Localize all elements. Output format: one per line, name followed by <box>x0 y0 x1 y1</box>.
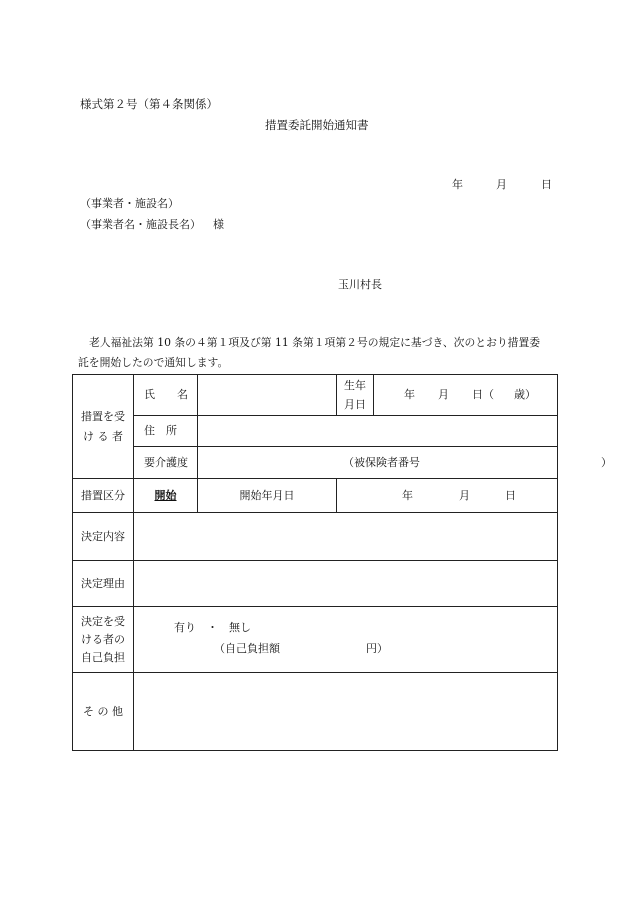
care-level-value-cell[interactable] <box>198 447 612 479</box>
measure-value-cell <box>134 479 198 513</box>
birth-value-cell[interactable] <box>374 375 558 416</box>
self-burden-amount-label: （自己負担額 <box>214 642 280 655</box>
start-date-label-cell <box>198 479 337 513</box>
self-burden-label-line1: 決定を受 <box>81 614 125 628</box>
decision-content-label: 決定内容 <box>81 529 125 543</box>
decision-reason-label-cell <box>73 561 134 607</box>
date-year-label: 年 <box>452 178 463 191</box>
care-level-label: 要介護度 <box>144 455 188 469</box>
measure-value: 開始 <box>154 488 177 502</box>
measure-label-cell <box>73 479 134 513</box>
birth-day-label: 日（ <box>472 388 494 401</box>
date-day-label: 日 <box>541 178 552 191</box>
decision-reason-value-cell[interactable] <box>134 561 558 607</box>
recipient-label-cell <box>73 375 134 479</box>
birth-label-line1: 生年 <box>344 378 366 392</box>
measure-label: 措置区分 <box>81 488 125 502</box>
birth-month-label: 月 <box>438 388 449 401</box>
start-year-label: 年 <box>402 489 413 502</box>
body-text-line1: 老人福祉法第 10 条の４第１項及び第 11 条第１項第２号の規定に基づき、次のとおり措置委 <box>89 336 541 349</box>
other-label-cell <box>73 673 134 751</box>
date-month-label: 月 <box>496 178 507 191</box>
name-value-cell[interactable] <box>198 375 337 416</box>
start-date-label: 開始年月日 <box>239 488 295 502</box>
recipient-label-line1: 措置を受 <box>81 410 125 424</box>
address-label-cell <box>134 416 198 447</box>
insured-number-close: ） <box>601 456 612 469</box>
self-burden-amount-unit: 円） <box>366 642 388 655</box>
addressee-honorific: 様 <box>213 218 224 231</box>
body-text-line2: 託を開始したので通知します。 <box>78 356 229 369</box>
decision-content-value-cell[interactable] <box>134 513 558 561</box>
care-level-label-cell <box>134 447 198 479</box>
birth-label-cell <box>337 375 374 416</box>
birth-label-line2: 月日 <box>344 398 366 411</box>
decision-reason-label: 決定理由 <box>81 576 125 590</box>
other-value-cell[interactable] <box>134 673 558 751</box>
self-burden-label-line3: 自己負担 <box>81 651 125 665</box>
address-value-cell[interactable] <box>198 416 558 447</box>
start-month-label: 月 <box>459 489 470 502</box>
notification-table <box>72 374 612 751</box>
age-unit-label: 歳） <box>514 388 536 401</box>
decision-content-label-cell <box>73 513 134 561</box>
self-burden-label-cell <box>73 607 134 673</box>
document-title: 措置委託開始通知書 <box>265 118 369 132</box>
issuer-name: 玉川村長 <box>338 278 382 291</box>
other-label: そ の 他 <box>83 704 123 718</box>
self-burden-value-cell[interactable] <box>134 607 558 673</box>
addressee-facility: （事業者・施設名） <box>80 197 179 210</box>
name-label-cell <box>134 375 198 416</box>
self-burden-label-line2: ける者の <box>81 632 125 646</box>
recipient-label-line2: け る 者 <box>83 429 123 443</box>
name-label: 氏 名 <box>144 388 188 402</box>
birth-year-label: 年 <box>404 388 415 401</box>
insured-number-label: （被保険者番号 <box>343 456 420 469</box>
self-burden-options: 有り ・ 無し <box>174 621 251 634</box>
addressee-director: （事業者名・施設長名） <box>80 218 201 231</box>
start-day-label: 日 <box>505 489 516 502</box>
address-label: 住 所 <box>144 424 177 438</box>
form-number: 様式第２号（第４条関係） <box>80 97 218 111</box>
start-date-value-cell[interactable] <box>337 479 558 513</box>
